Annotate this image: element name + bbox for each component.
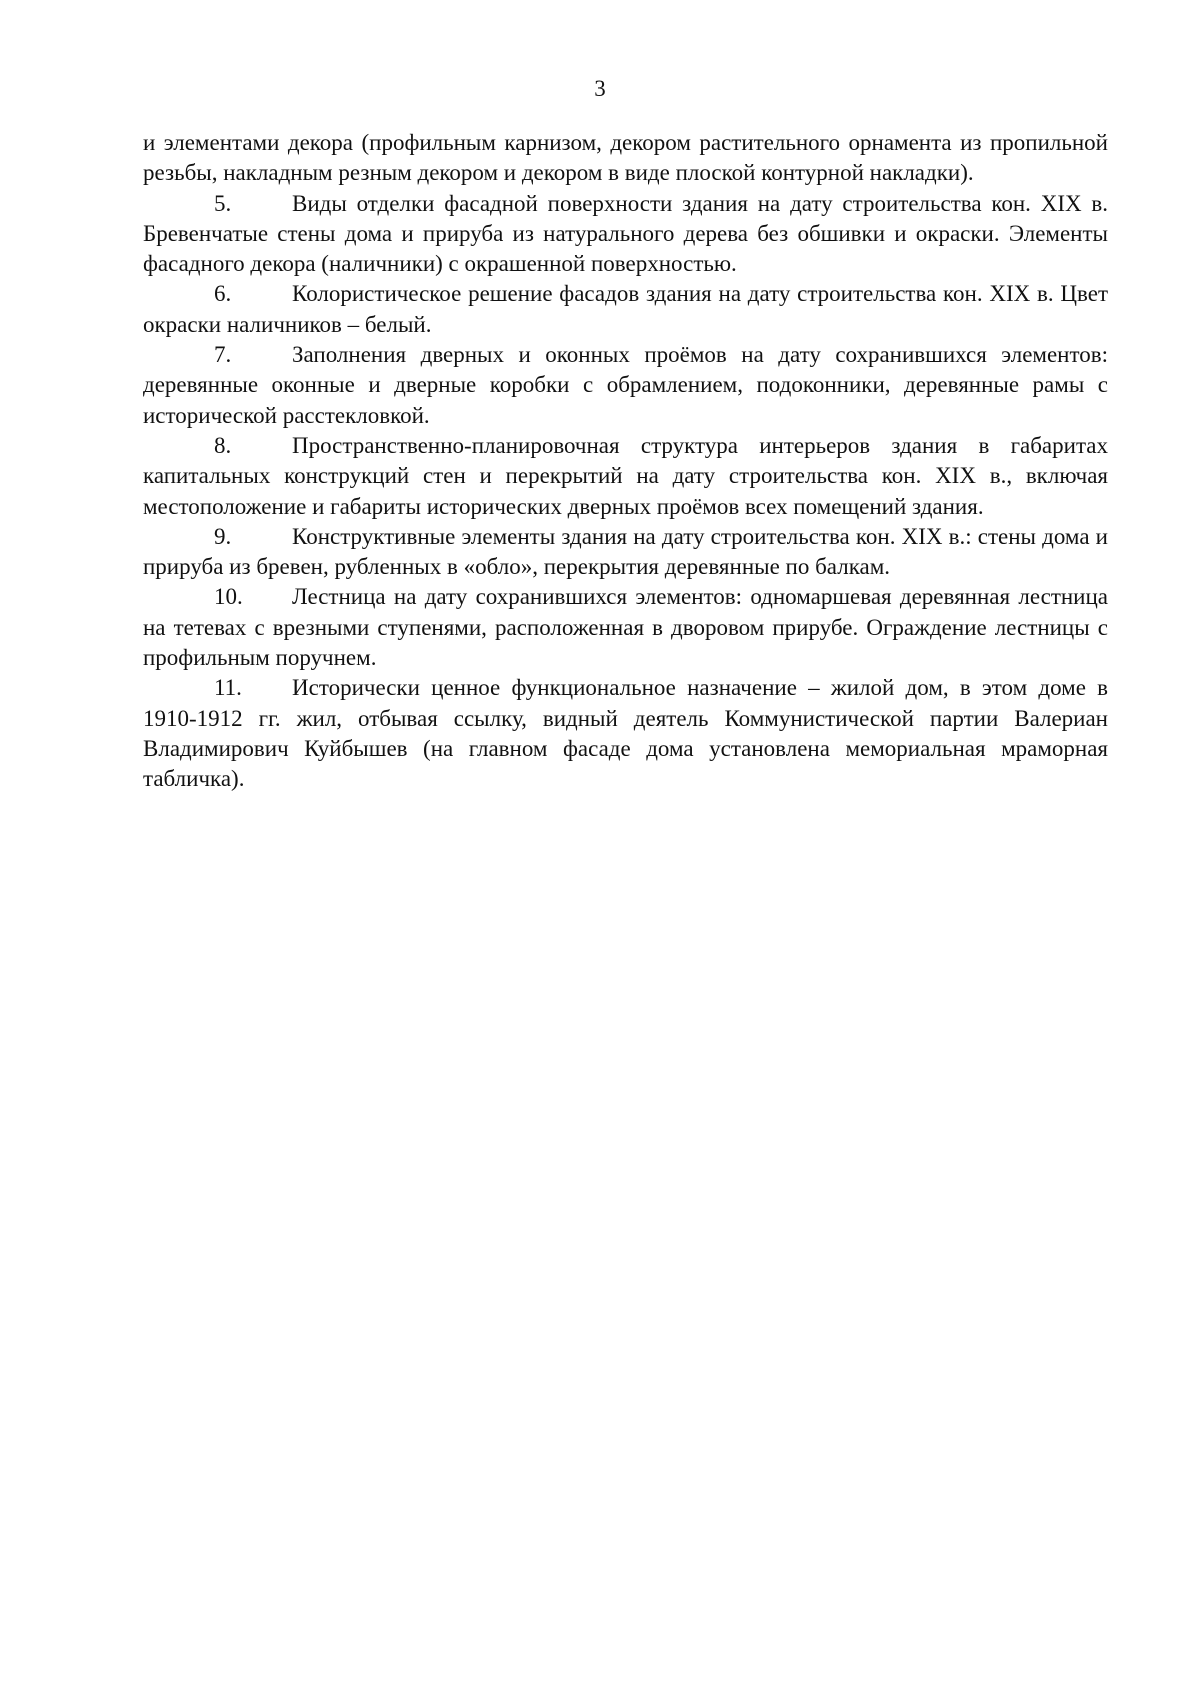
- item-text: Пространственно-планировочная структура интерьеров здания в габаритах капитальных конструкций стен и перекрытий на дату строительства кон. XIX в., включая местоположение и габариты исторических дверных проёмов всех помещений здания.: [143, 432, 1108, 519]
- page-number: 3: [594, 76, 606, 101]
- item-text: Лестница на дату сохранившихся элементов: одномаршевая деревянная лестница на тетевах с врезными ступенями, расположенная в дворовом прирубе. Ограждение лестницы с профильным поручнем.: [143, 584, 1108, 671]
- item-number: 9.: [214, 523, 232, 549]
- item-text: Колористическое решение фасадов здания на дату строительства кон. XIX в. Цвет окраски наличников – белый.: [143, 281, 1108, 337]
- item-number: 5.: [214, 190, 232, 216]
- item-number: 6.: [214, 281, 232, 307]
- continuation-paragraph: и элементами декора (профильным карнизом, декором растительного орнамента из пропильной резьбы, накладным резным декором и декором в виде плоской контурной накладки).: [143, 130, 1108, 186]
- list-item: [143, 673, 1108, 794]
- item-text: Виды отделки фасадной поверхности здания на дату строительства кон. XIX в. Бревенчатые стены дома и прируба из натурального дерева без обшивки и окраски. Элементы фасадного декора (наличники) с окрашенной поверхностью.: [143, 190, 1108, 277]
- list-item: [143, 582, 1108, 673]
- item-number: 11.: [214, 675, 242, 701]
- list-item: [143, 189, 1108, 280]
- item-text: Конструктивные элементы здания на дату строительства кон. XIX в.: стены дома и прируба из бревен, рубленных в «обло», перекрытия деревянные по балкам.: [143, 523, 1108, 580]
- list-item: [143, 279, 1108, 340]
- item-number: 8.: [214, 432, 232, 458]
- list-item: [143, 340, 1108, 431]
- list-item: [143, 522, 1108, 583]
- item-text: Исторически ценное функциональное назначение – жилой дом, в этом доме в 1910-1912 гг. жил, отбывая ссылку, видный деятель Коммунистической партии Валериан Владимирович Куйбышев (на главном фасаде дома установлена мемориальная мраморная табличка).: [143, 675, 1108, 792]
- item-number: 10.: [214, 584, 243, 610]
- list-item: [143, 431, 1108, 522]
- item-number: 7.: [214, 342, 232, 368]
- item-text: Заполнения дверных и оконных проёмов на дату сохранившихся элементов: деревянные оконные и дверные коробки с обрамлением, подоконники, деревянные рамы с исторической расстекловкой.: [143, 342, 1108, 428]
- document-body: [143, 128, 1108, 795]
